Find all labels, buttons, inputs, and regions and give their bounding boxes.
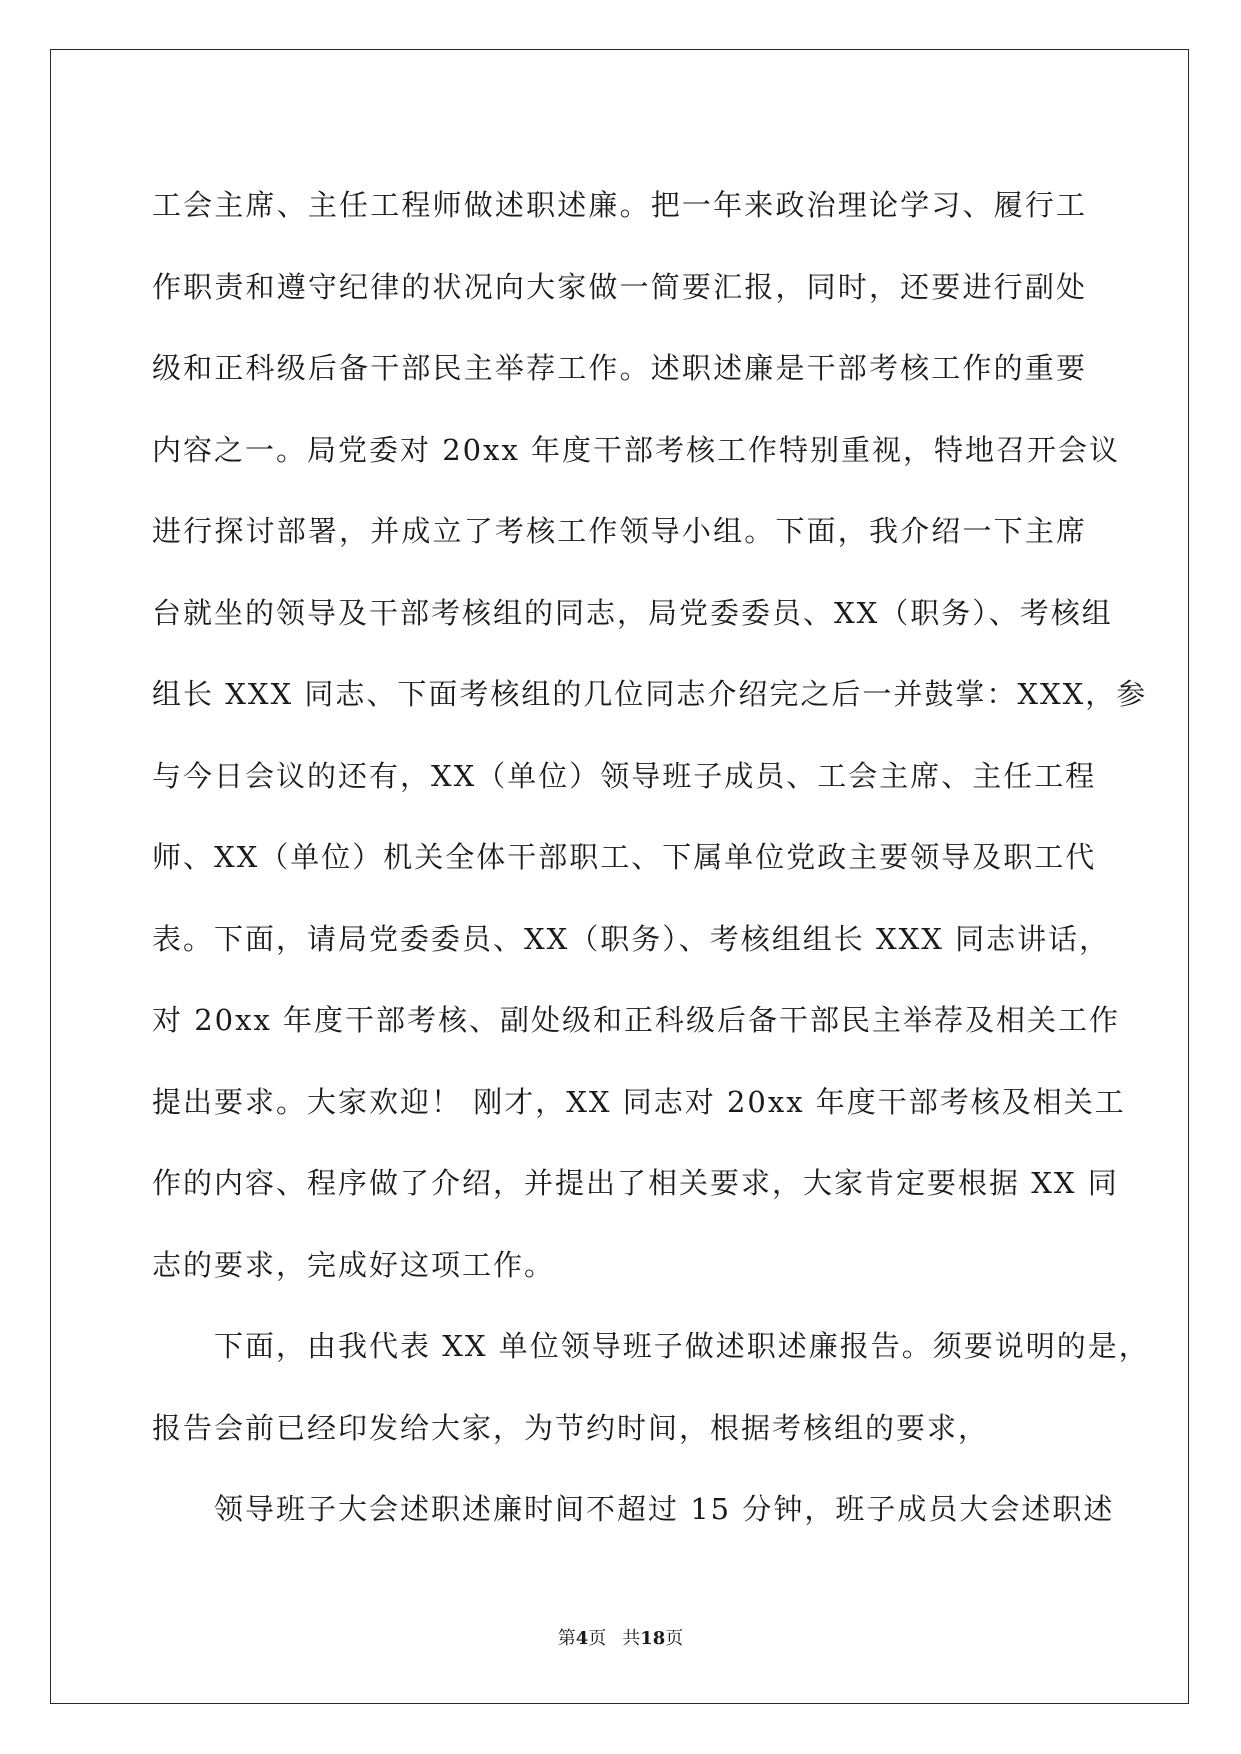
text-line: 台就坐的领导及干部考核组的同志，局党委委员、XX（职务）、考核组: [152, 595, 1113, 630]
text-line: 表。下面，请局党委委员、XX（职务）、考核组组长 XXX 同志讲话，: [152, 921, 1111, 956]
text-line: 内容之一。局党委对 20xx 年度干部考核工作特别重视，特地召开会议: [152, 432, 1121, 467]
text-line: 进行探讨部署，并成立了考核工作领导小组。下面，我介绍一下主席: [152, 514, 1087, 548]
text-line: 级和正科级后备干部民主举荐工作。述职述廉是干部考核工作的重要: [152, 351, 1087, 385]
text-line: 志的要求，完成好这项工作。: [152, 1247, 556, 1282]
page-footer: [0, 1624, 1241, 1650]
text-line: 作职责和遵守纪律的状况向大家做一简要汇报，同时，还要进行副处: [152, 269, 1087, 304]
footer-prefix: 第: [557, 1628, 576, 1649]
text-line: 提出要求。大家欢迎！ 刚才，XX 同志对 20xx 年度干部考核及相关工: [152, 1084, 1126, 1119]
text-line: 师、XX（单位）机关全体干部职工、下属单位党政主要领导及职工代: [152, 840, 1097, 874]
text-line: 工会主席、主任工程师做述职述廉。把一年来政治理论学习、履行工: [152, 188, 1087, 222]
page-number: 4: [575, 1628, 589, 1649]
text-line: 组长 XXX 同志、下面考核组的几位同志介绍完之后一并鼓掌：XXX，参: [152, 677, 1148, 711]
total-pages: 18: [640, 1628, 666, 1649]
text-line: 作的内容、程序做了介绍，并提出了相关要求，大家肯定要根据 XX 同: [152, 1166, 1119, 1200]
text-line: 与今日会议的还有，XX（单位）领导班子成员、工会主席、主任工程: [152, 758, 1097, 793]
text-line: 领导班子大会述职述廉时间不超过 15 分钟，班子成员大会述职述: [152, 1492, 1115, 1526]
footer-total-prefix: 共: [622, 1628, 641, 1649]
document-body: [152, 165, 1150, 1551]
text-line: 对 20xx 年度干部考核、副处级和正科级后备干部民主举荐及相关工作: [152, 1003, 1121, 1037]
text-line: 下面，由我代表 XX 单位领导班子做述职述廉报告。须要说明的是，: [152, 1329, 1150, 1363]
footer-total-unit: 页: [665, 1628, 684, 1649]
text-line: 报告会前已经印发给大家，为节约时间，根据考核组的要求，: [152, 1410, 990, 1445]
footer-page-unit: 页: [588, 1628, 607, 1649]
